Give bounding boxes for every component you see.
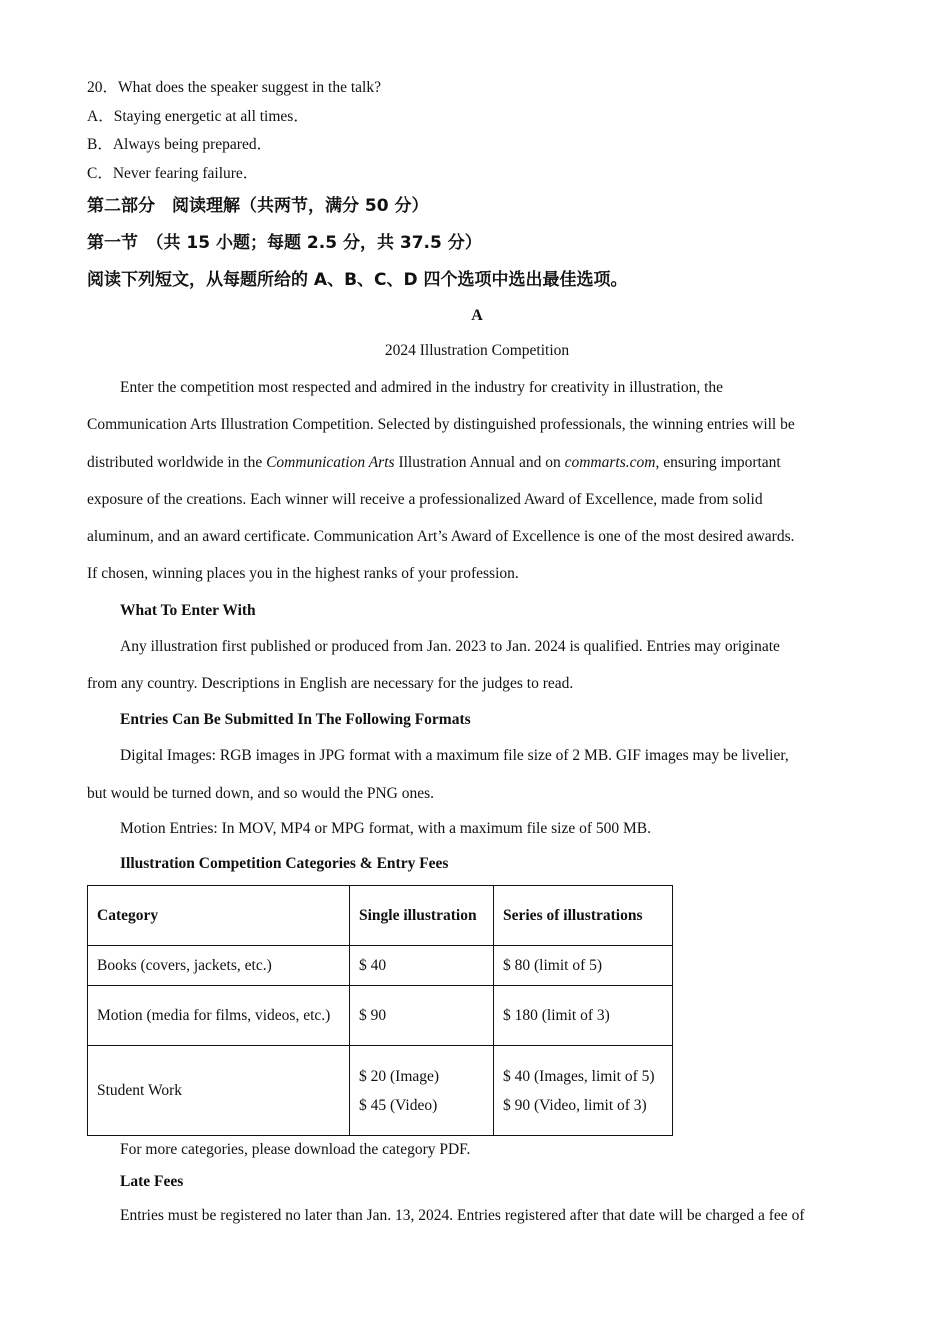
motion-line: Motion Entries: In MOV, MP4 or MPG format, with a maximum file size of 500 MB. [120,819,651,837]
table-row [88,946,673,986]
student-single-video: $ 45 (Video) [359,1096,438,1114]
table-row [88,1046,673,1136]
header-single: Single illustration [350,886,494,946]
late-fees-heading: Late Fees [120,1173,184,1191]
intro-line-2: Communication Arts Illustration Competition. Selected by distinguished professionals, the winning entries will be [87,416,795,434]
student-series-video: $ 90 (Video, limit of 3) [503,1096,647,1114]
digital-line-1: Digital Images: RGB images in JPG format with a maximum file size of 2 MB. GIF images may be livelier, [120,747,789,765]
section-heading: 第一节 （共 15 小题；每题 2.5 分，共 37.5 分） [87,233,482,253]
intro-line-6: If chosen, winning places you in the highest ranks of your profession. [87,565,519,583]
magazine-name: Communication Arts [266,453,395,471]
row-books-single: $ 40 [350,946,494,986]
row-student-single [350,1046,494,1136]
row-motion-single: $ 90 [350,986,494,1046]
intro-paragraph [87,369,867,593]
late-fees-line: Entries must be registered no later than Jan. 13, 2024. Entries registered after that date will be charged a fee of [120,1207,805,1225]
passage-title: 2024 Illustration Competition [384,342,570,359]
intro-line-3 [87,444,867,481]
what-line-2: from any country. Descriptions in English are necessary for the judges to read. [87,675,574,693]
intro-line-1: Enter the competition most respected and admired in the industry for creativity in illustration, the [120,379,724,396]
what-line-1: Any illustration first published or produced from Jan. 2023 to Jan. 2024 is qualified. Entries may originate [120,637,780,655]
fees-heading: Illustration Competition Categories & Entry Fees [120,855,449,873]
table-row [88,986,673,1046]
part-heading: 第二部分 阅读理解（共两节，满分 50 分） [87,196,429,216]
what-heading: What To Enter With [120,601,256,619]
option-a: A．Staying energetic at all times． [87,107,309,125]
document-page [87,74,867,1234]
student-series-images: $ 40 (Images, limit of 5) [503,1067,655,1085]
row-motion-category: Motion (media for films, videos, etc.) [88,986,350,1046]
student-single-image: $ 20 (Image) [359,1067,440,1085]
intro-line-3-after: , ensuring important [655,453,781,471]
intro-line-5: aluminum, and an award certificate. Communication Art’s Award of Excellence is one of the most desired awards. [87,528,795,546]
option-b: B．Always being prepared． [87,136,273,153]
digital-line-2: but would be turned down, and so would the PNG ones. [87,784,434,802]
formats-heading: Entries Can Be Submitted In The Following Formats [120,711,471,729]
header-category: Category [88,886,350,946]
passage-letter: A [471,307,483,324]
fees-table [87,885,673,1136]
instruction: 阅读下列短文，从每题所给的 A、B、C、D 四个选项中选出最佳选项。 [87,270,628,290]
row-student-category: Student Work [88,1046,350,1136]
header-series: Series of illustrations [494,886,673,946]
row-books-category: Books (covers, jackets, etc.) [88,946,350,986]
more-categories-line: For more categories, please download the category PDF. [120,1141,471,1159]
intro-line-3-middle: Illustration Annual and on [394,453,565,471]
option-c: C．Never fearing failure． [87,164,259,182]
question-stem: 20．What does the speaker suggest in the talk? [87,79,381,96]
row-student-series [494,1046,673,1136]
row-motion-series: $ 180 (limit of 3) [494,986,673,1046]
intro-line-3-before: distributed worldwide in the [87,453,267,471]
table-header-row [88,886,673,946]
website-name: commarts.com [564,453,656,471]
intro-line-4: exposure of the creations. Each winner will receive a professionalized Award of Excellence, made from solid [87,490,763,508]
row-books-series: $ 80 (limit of 5) [494,946,673,986]
